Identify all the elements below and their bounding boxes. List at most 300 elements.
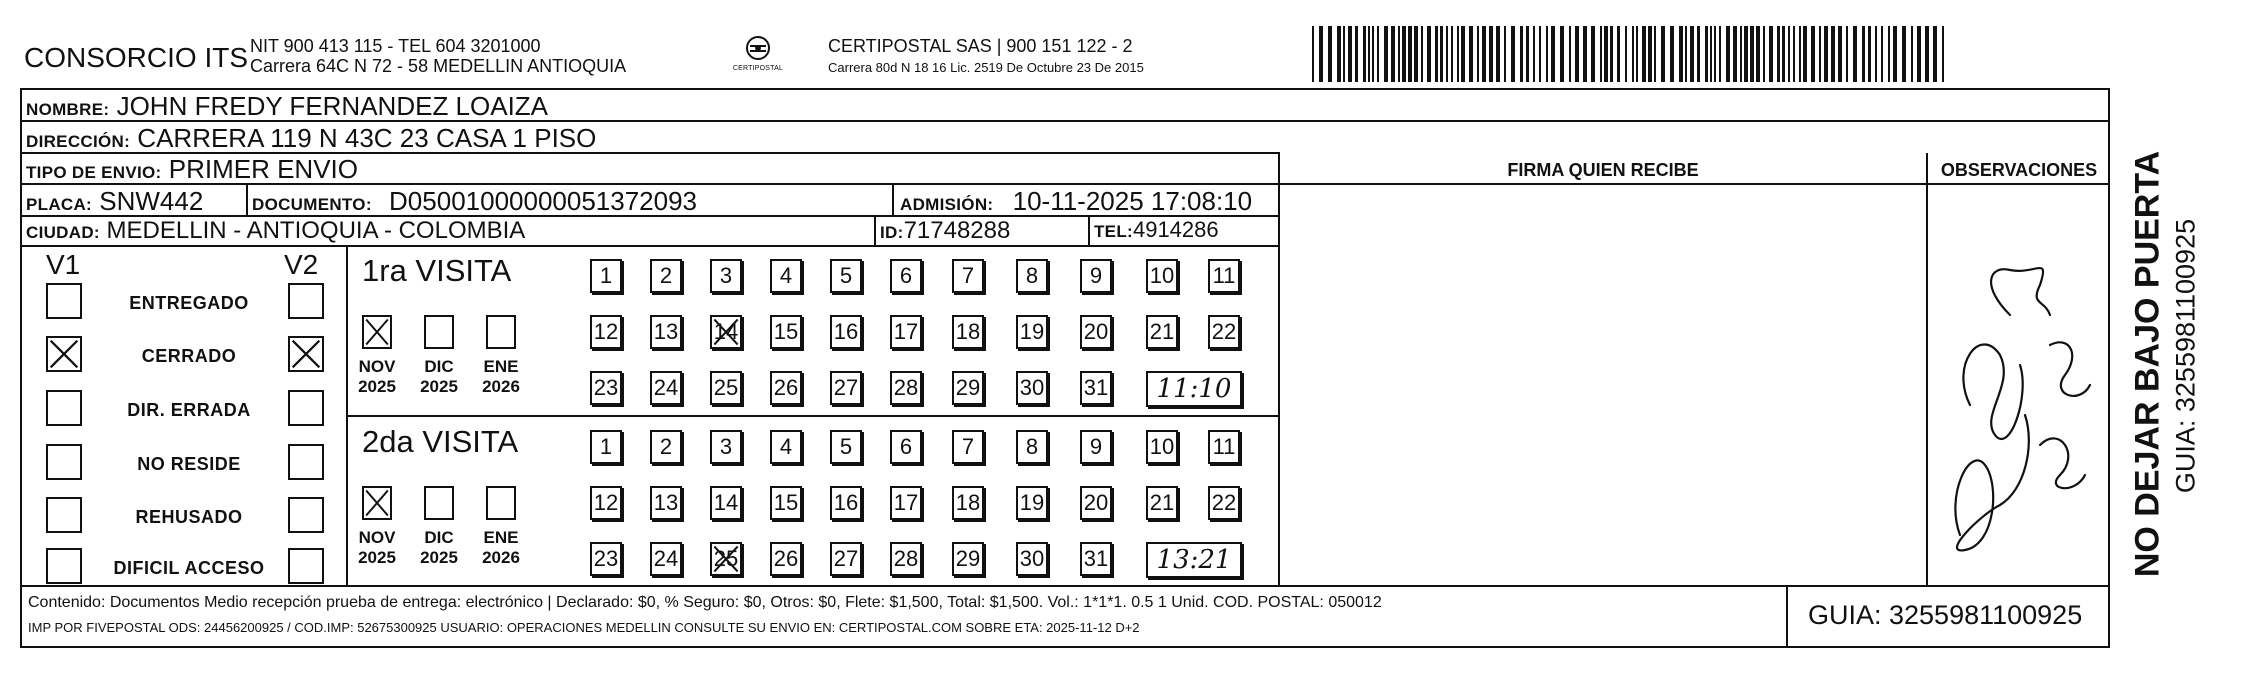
barcode-bar: [1477, 26, 1479, 82]
day-number: 13: [653, 319, 679, 344]
v1-checkbox[interactable]: [46, 283, 82, 319]
day-number: 1: [599, 263, 613, 288]
day-number: 30: [1019, 375, 1045, 400]
day-number: 7: [961, 434, 975, 459]
day-number: 18: [955, 490, 981, 515]
day-box[interactable]: [590, 430, 622, 464]
barcode-bar: [1831, 26, 1835, 82]
day-number: 12: [593, 490, 619, 515]
day-box[interactable]: [1080, 430, 1112, 464]
handwritten-signature: [1940, 245, 2100, 575]
v2-checkbox[interactable]: [288, 444, 324, 480]
barcode-bar: [1560, 26, 1564, 82]
month-checkbox[interactable]: [486, 315, 516, 349]
barcode-bar: [1697, 26, 1700, 82]
placa-label: PLACA:: [26, 195, 93, 214]
day-number: 18: [955, 319, 981, 344]
barcode-bar: [1377, 26, 1379, 82]
admision-value: 10-11-2025 17:08:10: [1012, 186, 1253, 216]
id-value: 71748288: [903, 217, 1011, 244]
certipostal-logo: [728, 34, 788, 80]
day-number: 11: [1212, 263, 1236, 288]
month-name: ENE: [483, 357, 519, 376]
day-box[interactable]: [830, 259, 862, 293]
day-box[interactable]: [830, 430, 862, 464]
barcode-bar: [1661, 26, 1665, 82]
day-box[interactable]: [1016, 259, 1048, 293]
day-number: 10: [1149, 434, 1175, 459]
v2-label: V2: [284, 249, 319, 280]
day-number: 4: [779, 263, 793, 288]
tel-label: TEL:: [1094, 222, 1133, 241]
day-box[interactable]: [590, 315, 622, 349]
day-number: 3: [719, 434, 733, 459]
day-box[interactable]: [1016, 430, 1048, 464]
day-number: 26: [773, 375, 799, 400]
day-number: 6: [899, 434, 913, 459]
visit-time[interactable]: 13:21: [1146, 542, 1242, 578]
tipo-envio: PRIMER ENVIO: [168, 154, 358, 184]
barcode-bar: [1355, 26, 1358, 82]
certipostal-logo-icon: [728, 34, 788, 80]
documento-label: DOCUMENTO:: [252, 195, 372, 214]
barcode-bar: [1551, 26, 1555, 82]
barcode-bar: [1539, 26, 1541, 82]
day-number: 15: [773, 490, 799, 515]
barcode-bar: [1853, 26, 1857, 82]
barcode-bar: [1799, 26, 1801, 82]
footer-guia: GUIA: 3255981100925: [1808, 600, 2083, 630]
barcode-bar: [1343, 26, 1345, 82]
v2-checkbox[interactable]: [288, 390, 324, 426]
barcode-bar: [1670, 26, 1674, 82]
barcode-bar: [1726, 26, 1730, 82]
direccion-row: [26, 125, 596, 151]
visit-title: 2da VISITA: [362, 424, 519, 459]
month-label: [416, 528, 462, 567]
day-box[interactable]: [710, 259, 742, 293]
day-box[interactable]: [1208, 430, 1240, 464]
day-box[interactable]: [650, 259, 682, 293]
day-box[interactable]: [890, 259, 922, 293]
month-name: DIC: [424, 357, 454, 376]
day-number: 15: [773, 319, 799, 344]
barcode-bar: [1744, 26, 1748, 82]
day-box[interactable]: [650, 486, 682, 520]
barcode-bar: [1793, 26, 1795, 82]
barcode-bar: [1591, 26, 1595, 82]
day-box[interactable]: [890, 486, 922, 520]
day-box[interactable]: [830, 486, 862, 520]
status-label: NO RESIDE: [137, 454, 241, 474]
day-number: 29: [955, 375, 981, 400]
barcode-bar: [1625, 26, 1627, 82]
status-label: REHUSADO: [135, 507, 243, 527]
barcode-bar: [1575, 26, 1579, 82]
day-box[interactable]: [590, 542, 622, 576]
day-number: 16: [833, 490, 859, 515]
tel-cell: [1094, 219, 1219, 241]
ciudad-value: MEDELLIN - ANTIOQUIA - COLOMBIA: [106, 217, 526, 244]
day-number: 7: [961, 263, 975, 288]
day-box[interactable]: [1016, 542, 1048, 576]
status-label: ENTREGADO: [129, 293, 249, 313]
barcode-bar: [1942, 26, 1944, 82]
day-box[interactable]: [1080, 542, 1112, 576]
day-number: 22: [1211, 319, 1237, 344]
barcode-bar: [1769, 26, 1773, 82]
barcode-bar: [1328, 26, 1332, 82]
barcode-bar: [1756, 26, 1760, 82]
barcode-bar: [1782, 26, 1785, 82]
check-x-mark: [364, 488, 390, 518]
barcode-bar: [1435, 26, 1438, 82]
day-number: 5: [839, 434, 853, 459]
day-number: 27: [833, 375, 859, 400]
day-box[interactable]: [710, 371, 742, 405]
day-box[interactable]: [710, 315, 742, 349]
barcode-bar: [1363, 26, 1366, 82]
day-box[interactable]: [1146, 430, 1178, 464]
barcode-bar: [1398, 26, 1400, 82]
barcode-bar: [1368, 26, 1370, 82]
day-box[interactable]: [770, 259, 802, 293]
barcode-bar: [1888, 26, 1890, 82]
day-number: 31: [1083, 375, 1109, 400]
barcode-bar: [1489, 26, 1493, 82]
barcode-bar: [1803, 26, 1807, 82]
barcode-bar: [1811, 26, 1815, 82]
day-number: 20: [1083, 319, 1109, 344]
barcode-bar: [1881, 26, 1883, 82]
day-number: 11: [1212, 434, 1236, 459]
check-x-mark: [712, 317, 740, 347]
day-box[interactable]: [830, 315, 862, 349]
day-number: 28: [893, 546, 919, 571]
day-box[interactable]: [770, 315, 802, 349]
month-year: 2026: [482, 547, 520, 567]
day-number: 21: [1149, 490, 1175, 515]
day-number: 12: [593, 319, 619, 344]
tipo-row: [26, 156, 358, 182]
day-box[interactable]: [770, 486, 802, 520]
day-box[interactable]: [890, 315, 922, 349]
v1-checkbox[interactable]: [46, 390, 82, 426]
barcode-bar: [1600, 26, 1602, 82]
day-number: 1: [599, 434, 613, 459]
barcode-bar: [1408, 26, 1412, 82]
barcode-bar: [1526, 26, 1529, 82]
month-year: 2025: [420, 547, 458, 567]
recipient-name: JOHN FREDY FERNANDEZ LOAIZA: [116, 91, 549, 121]
day-box[interactable]: [1146, 315, 1178, 349]
day-box[interactable]: [830, 371, 862, 405]
ciudad-label: CIUDAD:: [26, 223, 100, 242]
day-number: 30: [1019, 546, 1045, 571]
barcode-bar: [1440, 26, 1443, 82]
day-box[interactable]: [710, 430, 742, 464]
v2-checkbox[interactable]: [288, 497, 324, 533]
status-label: DIR. ERRADA: [127, 400, 251, 420]
day-number: 24: [653, 375, 679, 400]
firma-area[interactable]: [1280, 185, 1926, 585]
day-box[interactable]: [710, 542, 742, 576]
id-label: ID:: [880, 223, 904, 242]
courier-license: Carrera 80d N 18 16 Lic. 2519 De Octubre 23 De 2015: [828, 60, 1144, 75]
barcode-bar: [1391, 26, 1395, 82]
id-cell: [880, 219, 1010, 243]
company-address: Carrera 64C N 72 - 58 MEDELLIN ANTIOQUIA: [250, 56, 627, 76]
barcode-bar: [1875, 26, 1877, 82]
day-box[interactable]: [1080, 315, 1112, 349]
observaciones-header: OBSERVACIONES: [1940, 160, 2098, 180]
visit-title: 1ra VISITA: [362, 253, 512, 288]
month-name: DIC: [424, 528, 454, 547]
day-box[interactable]: [650, 371, 682, 405]
day-number: 14: [713, 319, 739, 344]
month-name: NOV: [358, 357, 396, 376]
ciudad-cell: [26, 219, 525, 243]
documento-cell: [252, 188, 697, 214]
v2-checkbox[interactable]: [288, 283, 324, 319]
day-box[interactable]: [952, 259, 984, 293]
barcode-bar: [1838, 26, 1842, 82]
day-number: 3: [719, 263, 733, 288]
admision-cell: [900, 188, 1252, 214]
barcode-bar: [1337, 26, 1341, 82]
barcode-bar: [1372, 26, 1374, 82]
day-number: 26: [773, 546, 799, 571]
day-box[interactable]: [1016, 315, 1048, 349]
day-number: 10: [1149, 263, 1175, 288]
barcode-bar: [1654, 26, 1656, 82]
barcode-bar: [1511, 26, 1515, 82]
day-box[interactable]: [1080, 486, 1112, 520]
documento-value: D05001000000051372093: [389, 186, 698, 216]
barcode-bar: [1427, 26, 1431, 82]
v1-checkbox[interactable]: [46, 336, 82, 372]
tel-value: 4914286: [1132, 217, 1219, 242]
barcode-bar: [1617, 26, 1620, 82]
day-box[interactable]: [952, 542, 984, 576]
day-box[interactable]: [952, 486, 984, 520]
barcode-bar: [1868, 26, 1871, 82]
day-box[interactable]: [590, 371, 622, 405]
month-checkbox[interactable]: [362, 486, 392, 520]
day-number: 5: [839, 263, 853, 288]
barcode-bar: [1733, 26, 1737, 82]
barcode-bar: [1533, 26, 1535, 82]
barcode-bar: [1610, 26, 1613, 82]
barcode-bar: [1893, 26, 1897, 82]
day-number: 29: [955, 546, 981, 571]
day-number: 21: [1149, 319, 1175, 344]
month-label: [478, 528, 524, 567]
barcode-bar: [1312, 26, 1314, 82]
barcode-bar: [1504, 26, 1506, 82]
day-number: 13: [653, 490, 679, 515]
day-box[interactable]: [770, 371, 802, 405]
barcode-bar: [1446, 26, 1448, 82]
barcode-bar: [1750, 26, 1754, 82]
barcode-bar: [1583, 26, 1587, 82]
company-name: CONSORCIO ITS: [24, 42, 249, 73]
day-box[interactable]: [1080, 259, 1112, 293]
side-warning: NO DEJAR BAJO PUERTA: [2128, 150, 2167, 578]
barcode-bar: [1911, 26, 1913, 82]
barcode-bar: [1496, 26, 1500, 82]
barcode-bar: [1714, 26, 1716, 82]
barcode-bar: [1690, 26, 1694, 82]
v2-checkbox[interactable]: [288, 336, 324, 372]
barcode-bar: [1705, 26, 1708, 82]
month-name: NOV: [358, 528, 396, 547]
barcode-bar: [1402, 26, 1406, 82]
day-number: 28: [893, 375, 919, 400]
month-year: 2025: [358, 547, 396, 567]
day-box[interactable]: [590, 259, 622, 293]
barcode-bar: [1319, 26, 1323, 82]
barcode-bar: [1632, 26, 1634, 82]
day-box[interactable]: [1208, 259, 1240, 293]
status-label: CERRADO: [141, 346, 237, 366]
barcode-bar: [1902, 26, 1906, 82]
day-box[interactable]: [590, 486, 622, 520]
day-box[interactable]: [890, 542, 922, 576]
day-box[interactable]: [1208, 315, 1240, 349]
v1-checkbox[interactable]: [46, 548, 82, 584]
day-box[interactable]: [890, 430, 922, 464]
month-checkbox[interactable]: [486, 486, 516, 520]
barcode-bar: [1482, 26, 1486, 82]
barcode-bar: [1642, 26, 1646, 82]
side-guia: GUIA: 3255981100925: [2170, 218, 2201, 494]
nombre-label: NOMBRE:: [26, 100, 110, 119]
barcode-bar: [1461, 26, 1465, 82]
barcode-bar: [1451, 26, 1453, 82]
barcode-bar: [1685, 26, 1687, 82]
v1-checkbox[interactable]: [46, 444, 82, 480]
month-checkbox[interactable]: [424, 315, 454, 349]
day-box[interactable]: [770, 430, 802, 464]
month-checkbox[interactable]: [362, 315, 392, 349]
day-box[interactable]: [770, 542, 802, 576]
barcode-bar: [1788, 26, 1790, 82]
barcode-bar: [1917, 26, 1921, 82]
visit-time[interactable]: 11:10: [1146, 371, 1242, 407]
footer-contenido: Contenido: Documentos Medio recepción prueba de entrega: electrónico | Declarado: $0, % Seguro: $0, Otros: $0, Flete: $1,500, Total: $1,500. Vol.: 1*1*1. 0.5 1 Unid. COD. POSTAL: 050012: [28, 594, 1382, 611]
day-number: 9: [1089, 434, 1103, 459]
barcode-bar: [1469, 26, 1473, 82]
day-box[interactable]: [650, 430, 682, 464]
barcode-bar: [1819, 26, 1821, 82]
barcode-bar: [1740, 26, 1742, 82]
month-label: [478, 357, 524, 396]
day-number: 8: [1025, 434, 1039, 459]
day-number: 22: [1211, 490, 1237, 515]
barcode-bar: [1604, 26, 1608, 82]
status-label: DIFICIL ACCESO: [113, 558, 265, 578]
logo-text: CERTIPOSTAL: [732, 65, 784, 72]
check-x-mark: [290, 338, 322, 370]
day-box[interactable]: [952, 315, 984, 349]
barcode-bar: [1648, 26, 1652, 82]
admision-label: ADMISIÓN:: [900, 195, 994, 214]
check-x-mark: [364, 317, 390, 347]
barcode-bar: [1679, 26, 1683, 82]
v1-checkbox[interactable]: [46, 497, 82, 533]
day-box[interactable]: [952, 430, 984, 464]
day-number: 9: [1089, 263, 1103, 288]
day-box[interactable]: [830, 542, 862, 576]
observaciones-signature: [1940, 245, 2100, 575]
courier-line: CERTIPOSTAL SAS | 900 151 122 - 2: [828, 36, 1133, 56]
day-box[interactable]: [1016, 486, 1048, 520]
month-year: 2025: [420, 376, 458, 396]
day-number: 19: [1019, 490, 1045, 515]
barcode-bar: [1719, 26, 1721, 82]
day-box[interactable]: [650, 315, 682, 349]
tipo-label: TIPO DE ENVIO:: [26, 163, 162, 182]
barcode-bar: [1636, 26, 1638, 82]
placa-value: SNW442: [99, 186, 204, 216]
day-number: 25: [713, 546, 739, 571]
check-x-mark: [712, 544, 740, 574]
day-number: 8: [1025, 263, 1039, 288]
day-number: 6: [899, 263, 913, 288]
barcode-bar: [1763, 26, 1765, 82]
barcode-bar: [1824, 26, 1828, 82]
day-box[interactable]: [1146, 259, 1178, 293]
day-box[interactable]: [650, 542, 682, 576]
month-checkbox[interactable]: [424, 486, 454, 520]
day-number: 2: [659, 434, 673, 459]
direccion-label: DIRECCIÓN:: [26, 132, 131, 151]
v1-label: V1: [46, 249, 81, 280]
month-name: ENE: [483, 528, 519, 547]
recipient-address: CARRERA 119 N 43C 23 CASA 1 PISO: [137, 123, 597, 153]
day-number: 23: [593, 546, 619, 571]
barcode-bar: [1777, 26, 1780, 82]
day-box[interactable]: [952, 371, 984, 405]
day-box[interactable]: [890, 371, 922, 405]
barcode-bar: [1520, 26, 1523, 82]
barcode-bar: [1457, 26, 1459, 82]
placa-cell: [26, 188, 203, 214]
barcode-bar: [1414, 26, 1418, 82]
day-number: 25: [713, 375, 739, 400]
day-number: 2: [659, 263, 673, 288]
barcode-bar: [1421, 26, 1423, 82]
day-box[interactable]: [1016, 371, 1048, 405]
day-number: 14: [713, 490, 739, 515]
day-box[interactable]: [710, 486, 742, 520]
barcode-bar: [1710, 26, 1712, 82]
month-year: 2025: [358, 376, 396, 396]
day-number: 4: [779, 434, 793, 459]
v2-checkbox[interactable]: [288, 548, 324, 584]
day-number: 31: [1083, 546, 1109, 571]
barcode-bar: [1546, 26, 1548, 82]
day-box[interactable]: [1208, 486, 1240, 520]
day-box[interactable]: [1080, 371, 1112, 405]
month-label: [354, 357, 400, 396]
nombre-row: [26, 93, 548, 119]
barcode-bar: [1569, 26, 1571, 82]
day-box[interactable]: [1146, 486, 1178, 520]
day-number: 16: [833, 319, 859, 344]
check-x-mark: [48, 338, 80, 370]
